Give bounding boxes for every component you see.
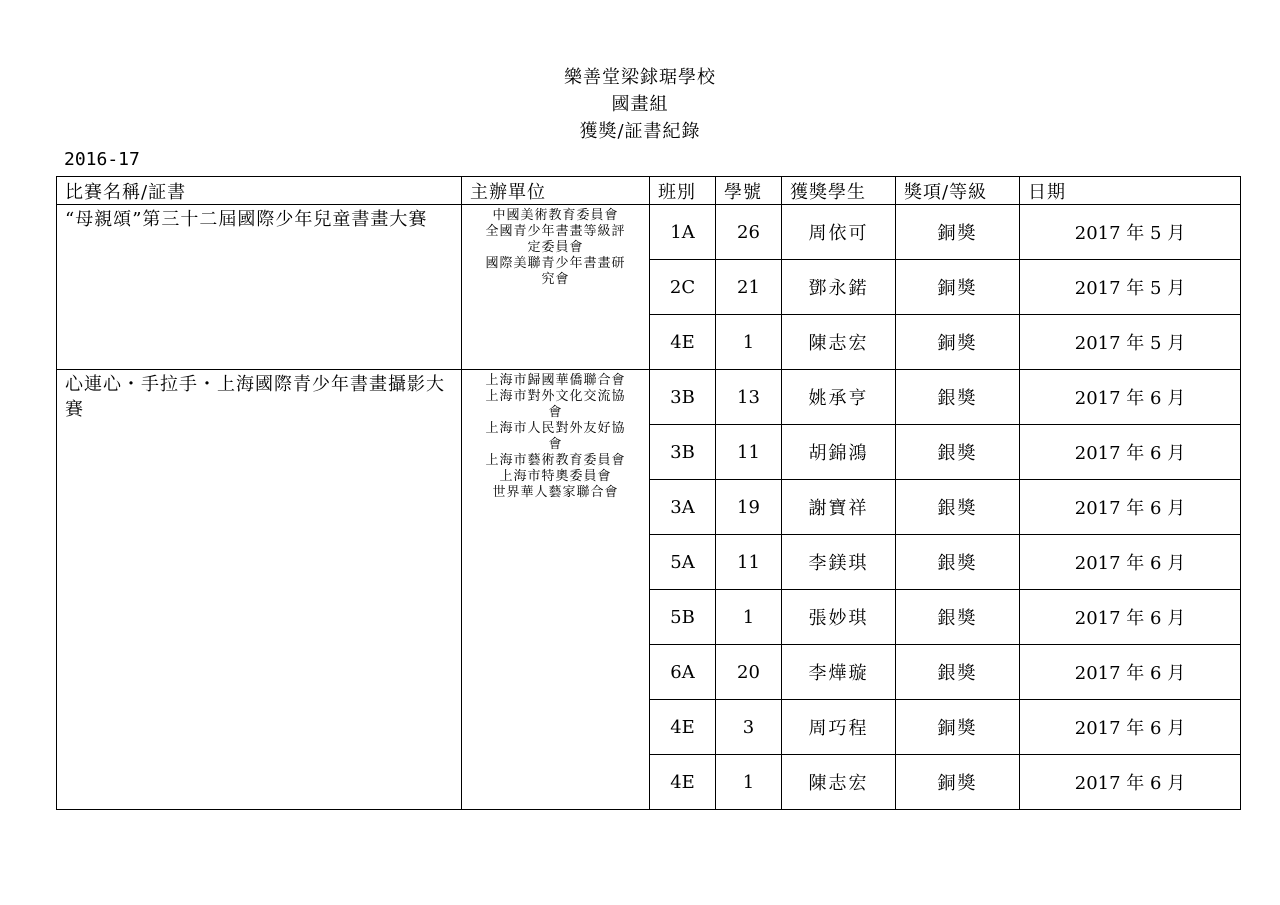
number-cell: 11 <box>716 425 782 480</box>
school-year: 2016-17 <box>64 149 140 170</box>
prize-level: 銅獎 <box>896 205 1020 260</box>
award-date: 2017 年 6 月 <box>1020 645 1241 700</box>
prize-level: 銅獎 <box>896 260 1020 315</box>
number-cell: 19 <box>716 480 782 535</box>
class-cell: 4E <box>650 755 716 810</box>
student-name: 陳志宏 <box>782 315 896 370</box>
award-date: 2017 年 6 月 <box>1020 755 1241 810</box>
organiser-name: 中國美術教育委員會 <box>492 208 619 223</box>
student-name: 李燁璇 <box>782 645 896 700</box>
prize-level: 銀獎 <box>896 645 1020 700</box>
award-date: 2017 年 6 月 <box>1020 480 1241 535</box>
header-date: 日期 <box>1020 177 1241 205</box>
prize-level: 銅獎 <box>896 755 1020 810</box>
table-row <box>57 205 1241 260</box>
organiser-name: 全國青少年書畫等級評 定委員會 <box>485 224 626 255</box>
organiser-name: 上海市對外文化交流協 會 <box>485 389 626 420</box>
awards-table <box>56 176 1241 810</box>
organiser-cell <box>462 370 650 810</box>
class-cell: 1A <box>650 205 716 260</box>
number-cell: 20 <box>716 645 782 700</box>
number-cell: 21 <box>716 260 782 315</box>
record-title: 獲獎/証書紀錄 <box>579 121 701 142</box>
competition-name: “母親頌”第三十二屆國際少年兒童書畫大賽 <box>57 205 462 370</box>
student-name: 張妙琪 <box>782 590 896 645</box>
number-cell: 1 <box>716 590 782 645</box>
award-date: 2017 年 6 月 <box>1020 700 1241 755</box>
class-cell: 4E <box>650 315 716 370</box>
organiser-name: 上海市人民對外友好協 會 <box>485 421 626 452</box>
award-date: 2017 年 6 月 <box>1020 535 1241 590</box>
class-cell: 5B <box>650 590 716 645</box>
student-name: 李鎂琪 <box>782 535 896 590</box>
number-cell: 1 <box>716 755 782 810</box>
number-cell: 11 <box>716 535 782 590</box>
award-date: 2017 年 6 月 <box>1020 370 1241 425</box>
class-cell: 3B <box>650 425 716 480</box>
prize-level: 銀獎 <box>896 590 1020 645</box>
number-cell: 1 <box>716 315 782 370</box>
number-cell: 13 <box>716 370 782 425</box>
student-name: 鄧永鍩 <box>782 260 896 315</box>
table-row <box>57 370 1241 425</box>
organiser-name: 世界華人藝家聯合會 <box>492 485 619 500</box>
group-name: 國畫組 <box>611 94 669 115</box>
header-prize: 獎項/等級 <box>896 177 1020 205</box>
number-cell: 3 <box>716 700 782 755</box>
document-header <box>0 64 1280 145</box>
class-cell: 5A <box>650 535 716 590</box>
award-date: 2017 年 5 月 <box>1020 315 1241 370</box>
header-organiser: 主辦單位 <box>462 177 650 205</box>
class-cell: 6A <box>650 645 716 700</box>
class-cell: 3A <box>650 480 716 535</box>
prize-level: 銀獎 <box>896 480 1020 535</box>
organiser-name: 上海市特奧委員會 <box>499 469 612 484</box>
student-name: 胡錦鴻 <box>782 425 896 480</box>
header-competition: 比賽名稱/証書 <box>57 177 462 205</box>
award-date: 2017 年 6 月 <box>1020 425 1241 480</box>
award-date: 2017 年 5 月 <box>1020 260 1241 315</box>
prize-level: 銀獎 <box>896 535 1020 590</box>
student-name: 陳志宏 <box>782 755 896 810</box>
header-class: 班別 <box>650 177 716 205</box>
awards-table-body <box>57 205 1241 810</box>
school-name: 樂善堂梁銶琚學校 <box>564 67 716 88</box>
class-cell: 3B <box>650 370 716 425</box>
class-cell: 2C <box>650 260 716 315</box>
award-date: 2017 年 6 月 <box>1020 590 1241 645</box>
prize-level: 銀獎 <box>896 370 1020 425</box>
class-cell: 4E <box>650 700 716 755</box>
award-date: 2017 年 5 月 <box>1020 205 1241 260</box>
competition-name: 心連心・手拉手・上海國際青少年書畫攝影大賽 <box>57 370 462 810</box>
prize-level: 銅獎 <box>896 315 1020 370</box>
student-name: 周巧程 <box>782 700 896 755</box>
header-student: 獲獎學生 <box>782 177 896 205</box>
organiser-name: 國際美聯青少年書畫研 究會 <box>485 256 626 287</box>
table-header-row <box>57 177 1241 205</box>
header-number: 學號 <box>716 177 782 205</box>
prize-level: 銅獎 <box>896 700 1020 755</box>
student-name: 謝寶祥 <box>782 480 896 535</box>
student-name: 姚承亨 <box>782 370 896 425</box>
student-name: 周依可 <box>782 205 896 260</box>
prize-level: 銀獎 <box>896 425 1020 480</box>
organiser-cell <box>462 205 650 370</box>
organiser-name: 上海市歸國華僑聯合會 <box>485 373 626 388</box>
organiser-name: 上海市藝術教育委員會 <box>485 453 626 468</box>
number-cell: 26 <box>716 205 782 260</box>
